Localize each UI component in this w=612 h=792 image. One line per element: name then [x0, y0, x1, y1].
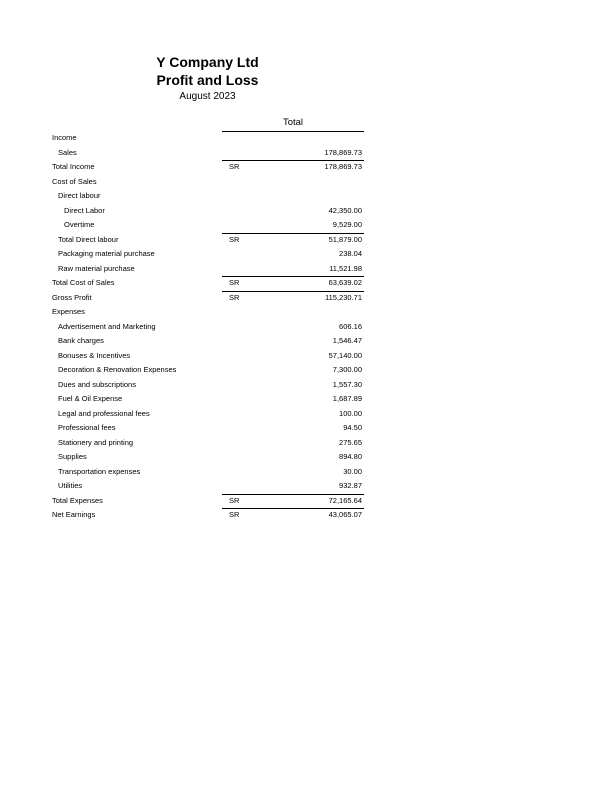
- table-row: [52, 479, 364, 494]
- total-row: [52, 276, 364, 291]
- table-row: [52, 146, 364, 161]
- total-row: [52, 494, 364, 509]
- row-label: Sales: [58, 147, 77, 157]
- total-row: [52, 160, 364, 175]
- table-row: [52, 204, 364, 219]
- total-row: [52, 291, 364, 306]
- row-currency: SR: [229, 162, 240, 171]
- row-label: Packaging material purchase: [58, 249, 155, 258]
- row-label: Total Income: [52, 162, 95, 171]
- row-label: Advertisement and Marketing: [58, 321, 156, 331]
- row-label: Bank charges: [58, 336, 104, 345]
- row-label: Raw material purchase: [58, 263, 135, 273]
- row-amount: 1,687.89: [332, 394, 362, 403]
- table-row: [52, 465, 364, 480]
- table-row: [52, 407, 364, 422]
- row-amount: 7,300.00: [332, 365, 362, 374]
- total-row: [52, 233, 364, 248]
- row-amount: 43,065.07: [328, 510, 362, 519]
- row-amount: 100.00: [339, 408, 362, 418]
- row-label: Total Expenses: [52, 495, 103, 505]
- row-label: Professional fees: [58, 423, 116, 432]
- row-currency: SR: [229, 278, 240, 287]
- row-label: Supplies: [58, 452, 87, 461]
- row-amount: 178,869.73: [324, 147, 362, 157]
- row-amount: 30.00: [343, 466, 362, 476]
- row-label: Utilities: [58, 481, 83, 490]
- table-row: [52, 349, 364, 364]
- row-currency: SR: [229, 234, 240, 244]
- table-row: [52, 363, 364, 378]
- row-currency: SR: [229, 510, 240, 519]
- total-row: [52, 508, 364, 523]
- row-label: Bonuses & Incentives: [58, 350, 131, 360]
- table-row: [52, 392, 364, 407]
- row-label: Net Earnings: [52, 510, 96, 519]
- table-row: [52, 131, 364, 146]
- row-label: Total Cost of Sales: [52, 278, 115, 287]
- row-amount: 63,639.02: [328, 278, 362, 287]
- row-amount: 57,140.00: [328, 350, 362, 360]
- row-amount: 932.87: [339, 481, 362, 490]
- row-label: Transportation expenses: [58, 466, 141, 476]
- row-amount: 51,879.00: [328, 234, 362, 244]
- column-header-total: Total: [282, 117, 304, 128]
- table-row: [52, 175, 364, 190]
- row-amount: 178,869.73: [324, 162, 362, 171]
- table-row: [52, 305, 364, 320]
- table-row: [52, 262, 364, 277]
- row-label: Total Direct labour: [58, 234, 119, 244]
- row-amount: 42,350.00: [328, 205, 362, 215]
- row-amount: 238.04: [339, 249, 362, 258]
- row-amount: 1,546.47: [332, 336, 362, 345]
- row-label: Overtime: [64, 220, 95, 229]
- row-label: Legal and professional fees: [58, 408, 150, 418]
- row-label: Fuel & Oil Expense: [58, 394, 123, 403]
- table-row: [52, 320, 364, 335]
- row-amount: 94.50: [343, 423, 362, 432]
- row-label: Direct labour: [58, 191, 101, 200]
- row-label: Direct Labor: [64, 205, 105, 215]
- table-row: [52, 218, 364, 233]
- row-amount: 1,557.30: [332, 379, 362, 389]
- report-period: August 2023: [179, 91, 236, 102]
- row-label: Gross Profit: [52, 292, 92, 302]
- row-label: Decoration & Renovation Expenses: [58, 365, 177, 374]
- row-amount: 9,529.00: [332, 220, 362, 229]
- row-amount: 275.65: [339, 437, 362, 447]
- row-amount: 606.16: [339, 321, 362, 331]
- table-row: [52, 189, 364, 204]
- row-amount: 72,165.64: [328, 495, 362, 505]
- table-row: [52, 247, 364, 262]
- row-currency: SR: [229, 495, 240, 505]
- row-label: Stationery and printing: [58, 437, 134, 447]
- table-row: [52, 436, 364, 451]
- report-header: [0, 53, 415, 104]
- table-row: [52, 334, 364, 349]
- profit-loss-table: [52, 131, 364, 523]
- row-label: Dues and subscriptions: [58, 379, 136, 389]
- row-label: Expenses: [52, 307, 85, 316]
- report-title: Profit and Loss: [156, 72, 259, 88]
- row-amount: 894.80: [339, 452, 362, 461]
- table-row: [52, 450, 364, 465]
- row-amount: 115,230.71: [325, 292, 362, 302]
- row-label: Cost of Sales: [52, 176, 97, 186]
- table-row: [52, 421, 364, 436]
- row-amount: 11,521.98: [329, 263, 362, 273]
- row-currency: SR: [229, 292, 240, 302]
- row-label: Income: [52, 133, 77, 142]
- table-row: [52, 378, 364, 393]
- company-name: Y Company Ltd: [156, 54, 259, 70]
